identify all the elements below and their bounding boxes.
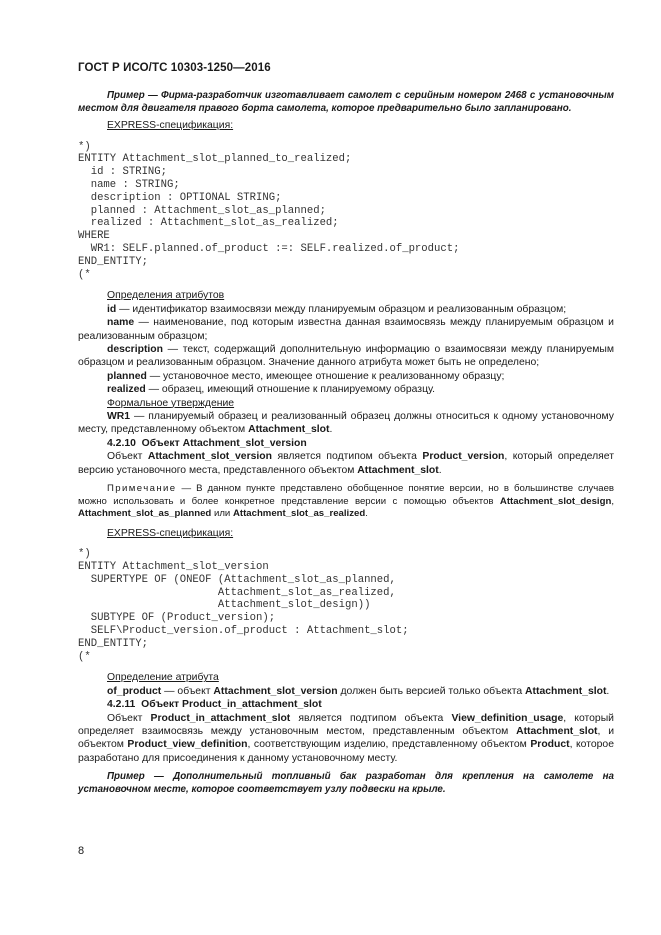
formal-statement-heading: Формальное утверждение — [107, 397, 235, 409]
note-paragraph: Примечание — В данном пункте представлено обобщенное понятие версии, но в большинстве случаев можно использовать и более конкретное представление версии с помощью объектов Attachment_slot_design, Attachment_slot_as_planned или Attachment_slot_as_realized. — [78, 483, 614, 520]
attr-description: description — текст, содержащий дополнительную информацию о взаимосвязи между планируемым образцом и реализованным образцом. Значение данного атрибута может быть не определено; — [78, 343, 614, 369]
formal-rule-wr1: WR1 — планируемый образец и реализованный образец должны относиться к одному установочному месту, представленному объектом Attachment_slot. — [78, 411, 614, 436]
attr-name: name — наименование, под которым известна данная взаимосвязь между планируемым образцом и реализованным образцом; — [78, 317, 614, 342]
example-paragraph: Пример — Фирма-разработчик изготавливает самолет с серийным номером 2468 с установочным местом для двигателя правого борта самолета, которое предварительно было запланировано. — [78, 90, 614, 114]
document-body — [78, 90, 614, 796]
section-paragraph-4-2-10: Объект Attachment_slot_version является подтипом объекта Product_version, который определяет версию установочного места, представленного объектом Attachment_slot. — [78, 451, 614, 476]
section-heading-4-2-10: 4.2.10 Объект Attachment_slot_version — [107, 437, 307, 449]
page-number: 8 — [78, 845, 85, 857]
section-paragraph-4-2-11: Объект Product_in_attachment_slot является подтипом объекта View_definition_usage, который определяет взаимосвязь между установочным местом, представленным объектом Attachment_slot, и объектом Product_view_definition, соответствующим изделию, представленному объектом Product, которое разработано для присоединения к данному установочному месту. — [78, 712, 614, 764]
attribute-definitions-heading: Определения атрибутов — [107, 290, 225, 302]
attribute-definition-heading: Определение атрибута — [107, 672, 219, 684]
attr-planned: planned — установочное место, имеющее отношение к реализованному образцу; — [107, 370, 505, 382]
express-code-block: *) ENTITY Attachment_slot_planned_to_realized; id : STRING; name : STRING; description : OPTIONAL STRING; planned : Attachment_slot_as_planned; realized : Attachment_slot_as_realized; WHERE WR1: SELF.planned.of_product :=: SELF.realized.of_product; END_ENTITY; (* — [78, 140, 460, 281]
section-heading-4-2-11: 4.2.11 Объект Product_in_attachment_slot — [107, 699, 322, 711]
example-paragraph-2: Пример — Дополнительный топливный бак разработан для крепления на самолете на установочном месте, которое соответствует узлу подвески на крыле. — [78, 771, 614, 795]
attr-of-product: of_product — объект Attachment_slot_version должен быть версией только объекта Attachment_slot. — [107, 685, 610, 697]
document-header: ГОСТ Р ИСО/ТС 10303-1250—2016 — [78, 62, 271, 74]
attr-id: id — идентификатор взаимосвязи между планируемым образцом и реализованным образцом; — [107, 303, 567, 315]
attr-realized: realized — образец, имеющий отношение к планируемому образцу. — [107, 384, 436, 396]
express-code-block-2: *) ENTITY Attachment_slot_version SUPERTYPE OF (ONEOF (Attachment_slot_as_planned, Attachment_slot_as_realized, Attachment_slot_design)) SUBTYPE OF (Product_version); SELF\Product_version.of_product : Attachment_slot; END_ENTITY; (* — [78, 548, 409, 663]
express-label-2: EXPRESS-спецификация: — [107, 527, 234, 539]
express-label: EXPRESS-спецификация: — [107, 120, 234, 132]
